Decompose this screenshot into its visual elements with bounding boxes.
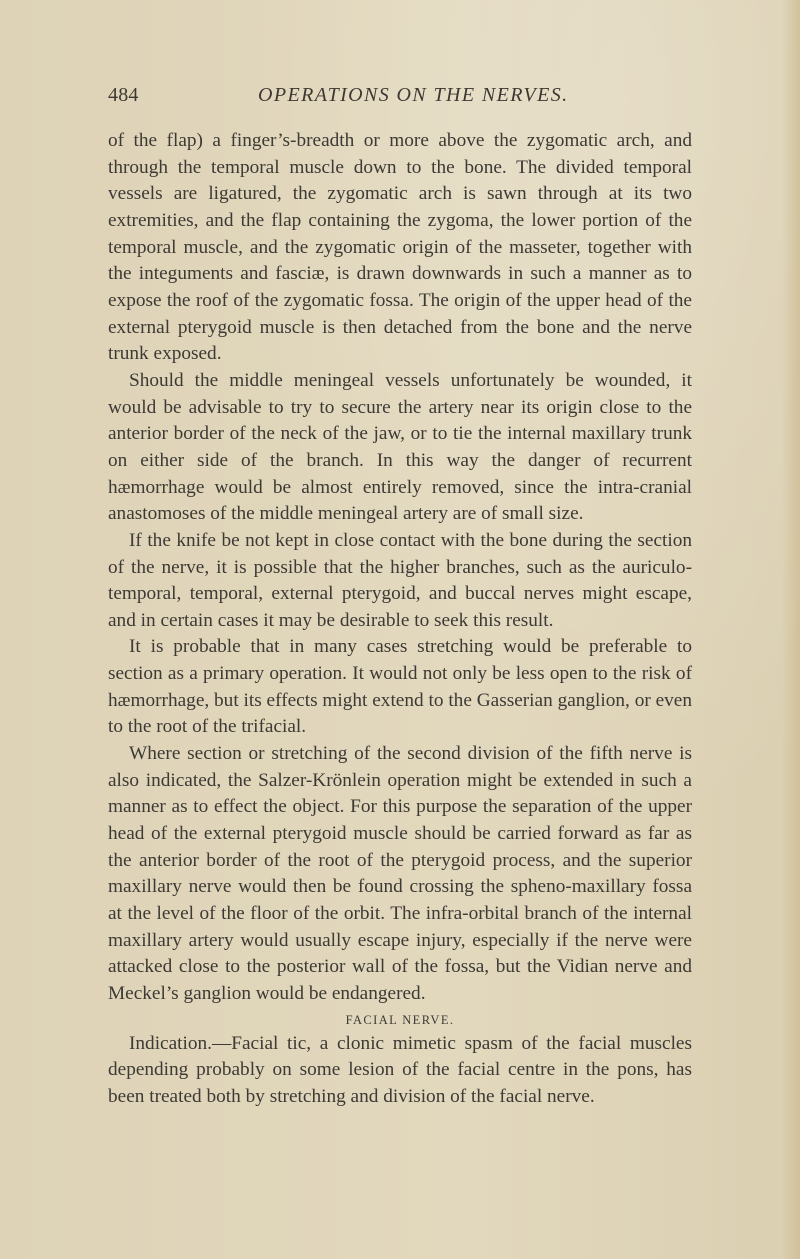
running-title: OPERATIONS ON THE NERVES.	[258, 84, 569, 106]
page-edge-shadow	[782, 0, 800, 1259]
paragraph-knife-contact: If the knife be not kept in close contact with the bone during the section of the nerve, it is possible that the higher branches, such as the auriculo-temporal, temporal, external pterygoid, and buccal nerves might escape, and in certain cases it may be desirable to seek this result.	[108, 529, 692, 631]
paragraph-facial-indication: Indication.—Facial tic, a clonic mimetic spasm of the facial muscles depending probably on some lesion of the facial centre in the pons, has been treated both by stretching and division of the facial nerve.	[108, 1032, 692, 1107]
body-text	[108, 128, 692, 1111]
paragraph-stretching: It is probable that in many cases stretching would be preferable to section as a primary operation. It would not only be less open to the risk of hæmorrhage, but its effects might extend to the Gasserian ganglion, or even to the root of the trifacial.	[108, 636, 692, 738]
paragraph-meningeal-vessels: Should the middle meningeal vessels unfortunately be wounded, it would be advisable to try to secure the artery near its origin close to the anterior border of the neck of the jaw, or to tie the internal maxillary trunk on either side of the branch. In this way the danger of recurrent hæmorrhage would be almost entirely removed, since the intra-cranial anastomoses of the middle meningeal artery are of small size.	[108, 369, 692, 525]
page-header	[108, 84, 692, 114]
paragraph-second-division: Where section or stretching of the second division of the fifth nerve is also indicated, the Salzer-Krönlein operation might be extended in such a manner as to effect the object. For this purpose the separation of the upper head of the external pterygoid muscle should be carried forward as far as the anterior border of the root of the pterygoid process, and the superior maxillary nerve would then be found crossing the spheno-maxillary fossa at the level of the floor of the orbit. The infra-orbital branch of the internal maxillary artery would usually escape injury, especially if the nerve were attacked close to the posterior wall of the fossa, but the Vidian nerve and Meckel’s ganglion would be endangered.	[108, 743, 692, 1004]
section-heading-facial-nerve: FACIAL NERVE.	[345, 1012, 455, 1027]
page-number: 484	[108, 84, 139, 106]
paragraph-continued-flap: of the flap) a finger’s-breadth or more above the zygomatic arch, and through the temporal muscle down to the bone. The divided temporal vessels are ligatured, the zygomatic arch is sawn through at its two extremities, and the flap containing the zygoma, the lower portion of the temporal muscle, and the zygomatic origin of the masseter, together with the integuments and fasciæ, is drawn downwards in such a manner as to expose the roof of the zygomatic fossa. The origin of the upper head of the external pterygoid muscle is then detached from the bone and the nerve trunk exposed.	[108, 130, 692, 365]
